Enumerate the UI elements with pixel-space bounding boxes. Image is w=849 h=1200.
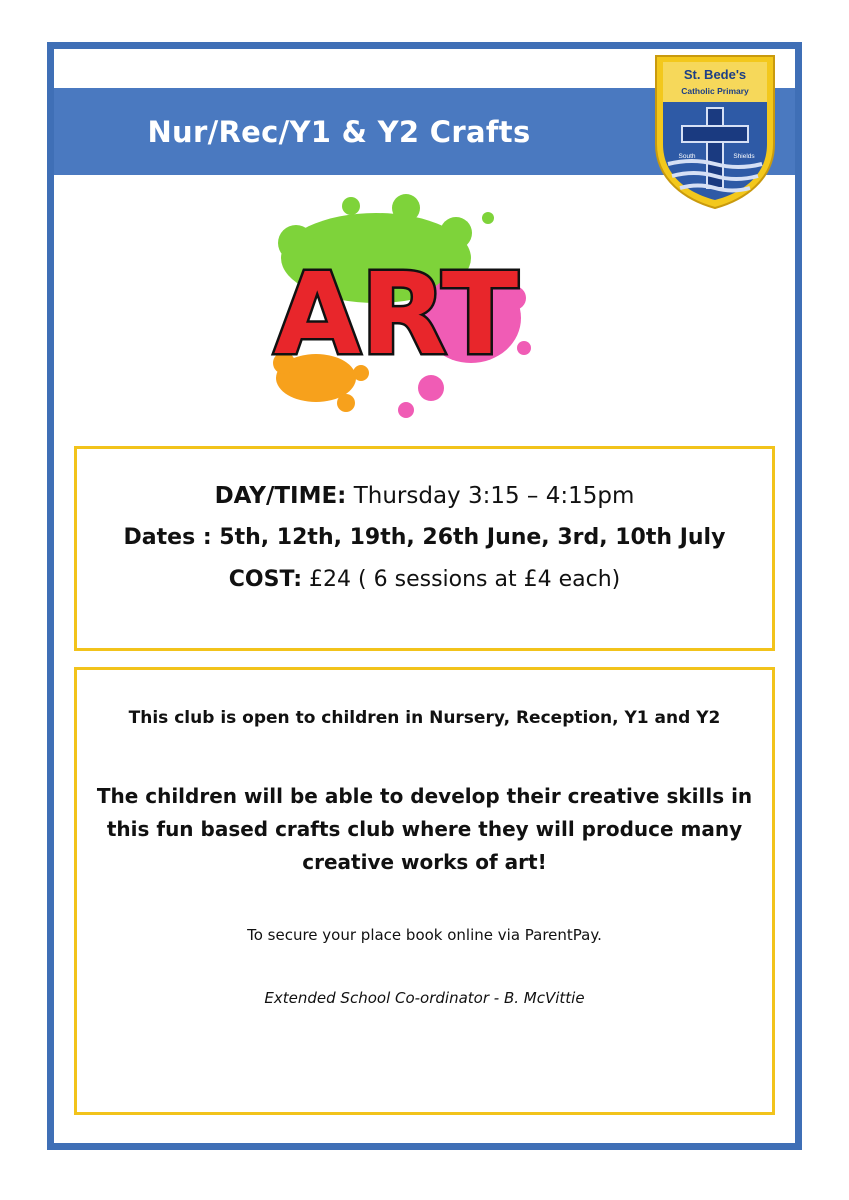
booking-text: To secure your place book online via ParentPay. (247, 926, 602, 944)
cost-line (77, 567, 772, 592)
school-logo (652, 52, 778, 210)
day-time-line (77, 483, 772, 509)
logo-place-right: Shields (733, 153, 755, 160)
dates-line: Dates : 5th, 12th, 19th, 26th June, 3rd, 10th July (123, 525, 726, 550)
cost-value: £24 ( 6 sessions at £4 each) (302, 567, 621, 592)
eligibility-text: This club is open to children in Nursery, Reception, Y1 and Y2 (128, 708, 721, 728)
coordinator-text: Extended School Co-ordinator - B. McVittie (264, 989, 585, 1007)
details-box (74, 446, 775, 651)
logo-name-line2: Catholic Primary (681, 86, 749, 96)
day-time-label: DAY/TIME: (214, 483, 347, 509)
page-title: Nur/Rec/Y1 & Y2 Crafts (147, 114, 531, 149)
art-word: ART (273, 250, 519, 380)
description-text: The children will be able to develop their creative skills in this fun based crafts club where they will produce many creative works of art! (96, 784, 753, 874)
logo-place-left: South (678, 153, 696, 160)
cost-label: COST: (228, 567, 303, 592)
info-box (74, 667, 775, 1115)
logo-name-line1: St. Bede's (683, 67, 747, 82)
day-time-value: Thursday 3:15 – 4:15pm (346, 483, 635, 509)
art-graphic (256, 188, 536, 428)
